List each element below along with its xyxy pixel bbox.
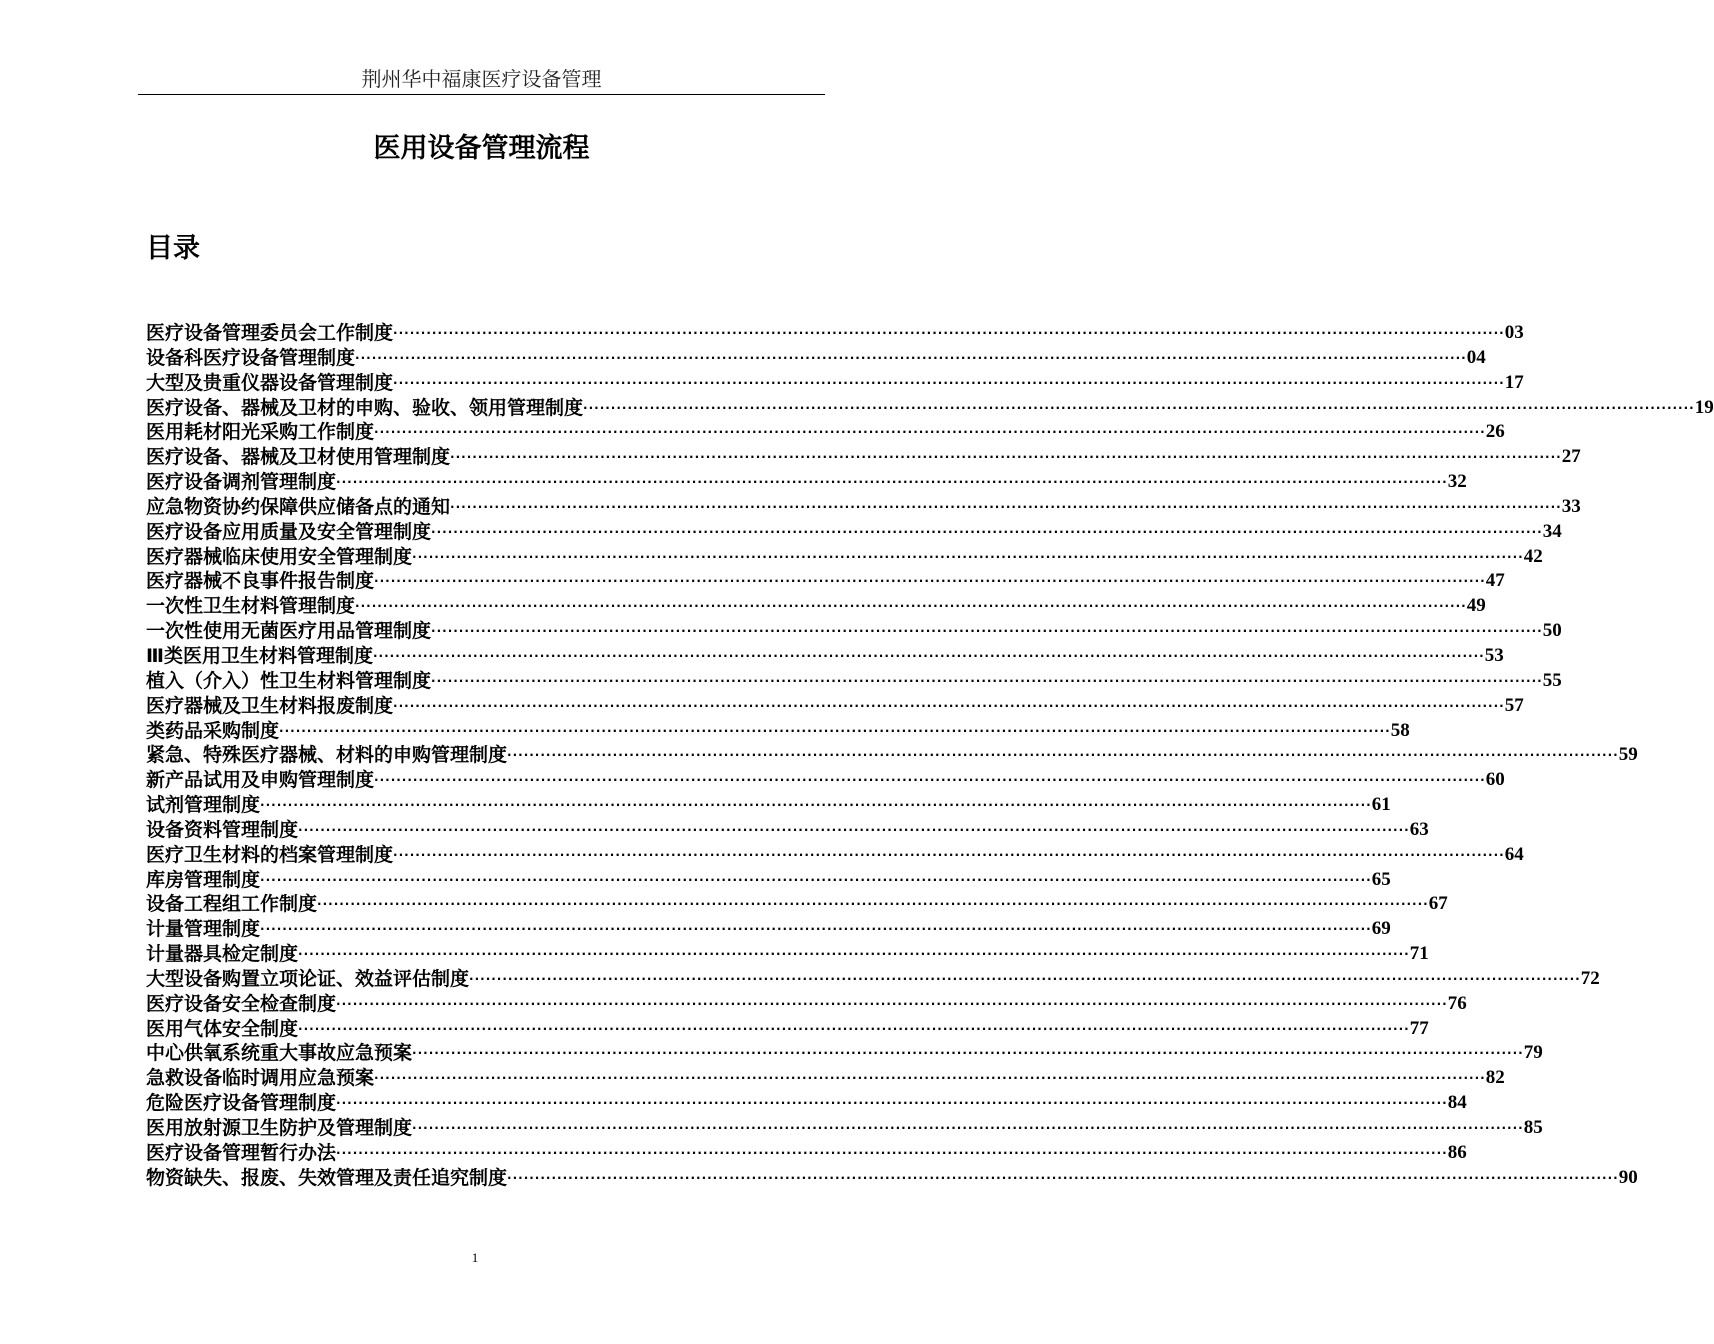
toc-heading: 目录 [146, 233, 200, 264]
toc-entry-title: 医用气体安全制度 [146, 1017, 299, 1040]
toc-dot-leader: ········································································································································································································ [260, 872, 1372, 887]
toc-entry[interactable] [146, 1091, 1467, 1116]
toc-dot-leader: ········································································································································································································ [393, 326, 1505, 340]
toc-entry[interactable] [146, 1066, 1505, 1091]
toc-entry-title: 紧急、特殊医疗器械、材料的申购管理制度 [146, 744, 508, 767]
table-of-contents [146, 321, 1714, 1191]
toc-entry-page: 82 [1485, 1067, 1505, 1089]
toc-entry[interactable] [146, 992, 1467, 1017]
toc-entry[interactable] [146, 1041, 1543, 1066]
toc-entry[interactable] [146, 843, 1524, 868]
toc-dot-leader: ········································································································································································································ [336, 475, 1448, 490]
toc-entry-title: 医疗器械临床使用安全管理制度 [146, 545, 413, 568]
toc-dot-leader: ········································································································································································································ [372, 648, 1485, 663]
toc-entry-title: 医疗器械不良事件报告制度 [146, 570, 375, 593]
toc-entry-title: 医用放射源卫生防护及管理制度 [146, 1117, 413, 1139]
toc-dot-leader: ········································································································································································································ [374, 574, 1486, 589]
toc-entry-title: 医疗设备应用质量及安全管理制度 [146, 520, 432, 543]
toc-entry-page: 79 [1523, 1042, 1543, 1064]
toc-entry-title: 一次性使用无菌医疗用品管理制度 [146, 620, 432, 643]
toc-entry[interactable] [146, 644, 1504, 669]
toc-dot-leader: ········································································································································································································ [317, 897, 1429, 912]
toc-entry-title: 设备资料管理制度 [146, 818, 299, 841]
toc-entry[interactable] [146, 321, 1524, 346]
toc-dot-leader: ········································································································································································································ [279, 723, 1391, 738]
toc-entry-page: 32 [1447, 471, 1467, 493]
toc-entry-page: 77 [1409, 1017, 1429, 1039]
toc-dot-leader: ········································································································································································································ [431, 624, 1543, 639]
toc-entry[interactable] [146, 594, 1486, 619]
toc-entry-page: 60 [1485, 769, 1505, 791]
toc-entry-title: 大型及贵重仪器设备管理制度 [146, 371, 394, 394]
toc-entry[interactable] [146, 868, 1391, 893]
toc-entry-title: Ⅲ类医用卫生材料管理制度 [146, 644, 373, 667]
toc-entry-title: 试剂管理制度 [146, 794, 261, 817]
toc-entry[interactable] [146, 818, 1429, 843]
toc-entry[interactable] [146, 768, 1505, 793]
toc-entry-title: 计量管理制度 [146, 918, 261, 941]
toc-entry-page: 71 [1409, 943, 1429, 965]
toc-entry[interactable] [146, 520, 1562, 545]
toc-entry-title: 医用耗材阳光采购工作制度 [146, 421, 375, 444]
toc-entry[interactable] [146, 346, 1486, 371]
toc-dot-leader: ········································································································································································································ [393, 698, 1505, 713]
toc-entry[interactable] [146, 1116, 1543, 1141]
toc-dot-leader: ········································································································································································································ [450, 499, 1562, 514]
toc-entry-page: 67 [1428, 893, 1448, 915]
toc-entry-title: 医疗设备管理暂行办法 [146, 1141, 337, 1164]
toc-entry-title: 应急物资协约保障供应储备点的通知 [146, 495, 451, 518]
toc-dot-leader: ········································································································································································································ [393, 847, 1505, 862]
toc-entry-page: 90 [1618, 1166, 1638, 1188]
toc-entry-title: 危险医疗设备管理制度 [146, 1092, 337, 1115]
toc-entry-page: 86 [1447, 1141, 1467, 1163]
toc-entry[interactable] [146, 470, 1467, 495]
toc-entry[interactable] [146, 669, 1562, 694]
toc-entry-page: 42 [1523, 545, 1543, 567]
toc-entry[interactable] [146, 892, 1448, 917]
toc-dot-leader: ········································································································································································································ [336, 996, 1448, 1011]
toc-entry-page: 57 [1504, 694, 1524, 716]
toc-entry-page: 58 [1390, 719, 1410, 741]
toc-entry-title: 医疗卫生材料的档案管理制度 [146, 843, 394, 866]
toc-dot-leader: ········································································································································································································ [431, 524, 1543, 539]
toc-dot-leader: ········································································································································································································ [374, 425, 1486, 440]
toc-entry-title: 医疗设备安全检查制度 [146, 992, 337, 1015]
toc-entry-page: 34 [1542, 520, 1562, 542]
toc-dot-leader: ········································································································································································································ [260, 798, 1372, 813]
toc-dot-leader: ········································································································································································································ [412, 549, 1524, 564]
toc-entry-page: 53 [1484, 644, 1504, 666]
toc-entry-page: 17 [1504, 371, 1524, 393]
toc-entry[interactable] [146, 1141, 1467, 1166]
toc-entry[interactable] [146, 1166, 1638, 1191]
toc-entry-page: 72 [1580, 967, 1600, 989]
toc-entry[interactable] [146, 967, 1600, 992]
toc-entry-title: 新产品试用及申购管理制度 [146, 769, 375, 792]
toc-entry-title: 类药品采购制度 [146, 719, 280, 742]
toc-entry-title: 物资缺失、报废、失效管理及责任追究制度 [146, 1166, 508, 1189]
toc-entry[interactable] [146, 917, 1391, 942]
toc-entry-page: 04 [1466, 346, 1486, 368]
toc-entry-page: 65 [1371, 868, 1391, 890]
toc-dot-leader: ········································································································································································································ [507, 748, 1619, 763]
toc-entry-title: 医疗器械及卫生材料报废制度 [146, 694, 394, 717]
header-divider [138, 94, 825, 95]
toc-entry[interactable] [146, 694, 1524, 719]
toc-entry-page: 49 [1466, 595, 1486, 617]
toc-entry-page: 27 [1561, 446, 1581, 468]
toc-entry[interactable] [146, 793, 1391, 818]
toc-entry[interactable] [146, 420, 1505, 445]
toc-dot-leader: ········································································································································································································ [583, 400, 1695, 415]
toc-entry-page: 59 [1618, 744, 1638, 766]
toc-entry[interactable] [146, 743, 1638, 768]
toc-dot-leader: ········································································································································································································ [298, 947, 1410, 962]
toc-entry[interactable] [146, 1017, 1429, 1042]
toc-dot-leader: ········································································································································································································ [336, 1145, 1448, 1160]
toc-entry-page: 03 [1504, 322, 1524, 343]
toc-entry-title: 急救设备临时调用应急预案 [146, 1067, 375, 1090]
toc-dot-leader: ········································································································································································································ [355, 350, 1467, 365]
toc-entry-page: 50 [1542, 620, 1562, 642]
toc-entry-page: 26 [1485, 421, 1505, 443]
toc-entry-title: 大型设备购置立项论证、效益评估制度 [146, 967, 470, 990]
toc-entry-title: 设备工程组工作制度 [146, 893, 318, 916]
toc-dot-leader: ········································································································································································································ [355, 599, 1467, 614]
toc-entry[interactable] [146, 445, 1581, 470]
toc-entry-page: 55 [1542, 669, 1562, 691]
toc-entry[interactable] [146, 545, 1543, 570]
toc-entry-title: 植入（介入）性卫生材料管理制度 [146, 669, 432, 692]
toc-dot-leader: ········································································································································································································ [374, 773, 1486, 788]
toc-dot-leader: ········································································································································································································ [336, 1096, 1448, 1111]
toc-entry-page: 33 [1561, 495, 1581, 517]
toc-entry-page: 85 [1523, 1117, 1543, 1138]
toc-entry-page: 69 [1371, 918, 1391, 940]
toc-entry-title: 中心供氧系统重大事故应急预案 [146, 1042, 413, 1065]
toc-entry-title: 设备科医疗设备管理制度 [146, 346, 356, 369]
toc-entry[interactable] [146, 942, 1429, 967]
toc-entry-page: 61 [1371, 794, 1391, 816]
toc-entry-page: 19 [1694, 396, 1714, 418]
document-title: 医用设备管理流程 [373, 133, 590, 164]
toc-entry-page: 84 [1447, 1092, 1467, 1114]
toc-dot-leader: ········································································································································································································ [412, 1121, 1524, 1135]
toc-entry-title: 库房管理制度 [146, 868, 261, 891]
toc-entry[interactable] [146, 396, 1714, 421]
toc-entry-page: 47 [1485, 570, 1505, 592]
toc-dot-leader: ········································································································································································································ [431, 673, 1543, 688]
toc-entry-page: 63 [1409, 818, 1429, 840]
toc-dot-leader: ········································································································································································································ [450, 450, 1562, 465]
toc-entry-title: 计量器具检定制度 [146, 943, 299, 966]
toc-entry-page: 64 [1504, 843, 1524, 865]
toc-entry[interactable] [146, 371, 1524, 396]
toc-entry[interactable] [146, 619, 1562, 644]
toc-entry-title: 医疗设备调剂管理制度 [146, 471, 337, 494]
toc-dot-leader: ········································································································································································································ [469, 971, 1581, 986]
toc-entry-title: 一次性卫生材料管理制度 [146, 595, 356, 618]
toc-dot-leader: ········································································································································································································ [412, 1046, 1524, 1061]
toc-entry[interactable] [146, 569, 1505, 594]
toc-entry[interactable] [146, 495, 1581, 520]
toc-dot-leader: ········································································································································································································ [298, 822, 1410, 837]
toc-dot-leader: ········································································································································································································ [393, 375, 1505, 390]
page-header: 荆州华中福康医疗设备管理 [361, 67, 602, 91]
toc-dot-leader: ········································································································································································································ [298, 1021, 1410, 1036]
toc-dot-leader: ········································································································································································································ [374, 1071, 1486, 1086]
toc-dot-leader: ········································································································································································································ [507, 1170, 1619, 1185]
toc-entry-title: 医疗设备、器械及卫材使用管理制度 [146, 446, 451, 469]
toc-entry-title: 医疗设备、器械及卫材的申购、验收、领用管理制度 [146, 396, 584, 419]
toc-entry[interactable] [146, 719, 1410, 744]
toc-dot-leader: ········································································································································································································ [260, 922, 1372, 937]
page-number: 1 [471, 1250, 479, 1265]
toc-entry-page: 76 [1447, 992, 1467, 1014]
toc-entry-title: 医疗设备管理委员会工作制度 [146, 322, 394, 344]
